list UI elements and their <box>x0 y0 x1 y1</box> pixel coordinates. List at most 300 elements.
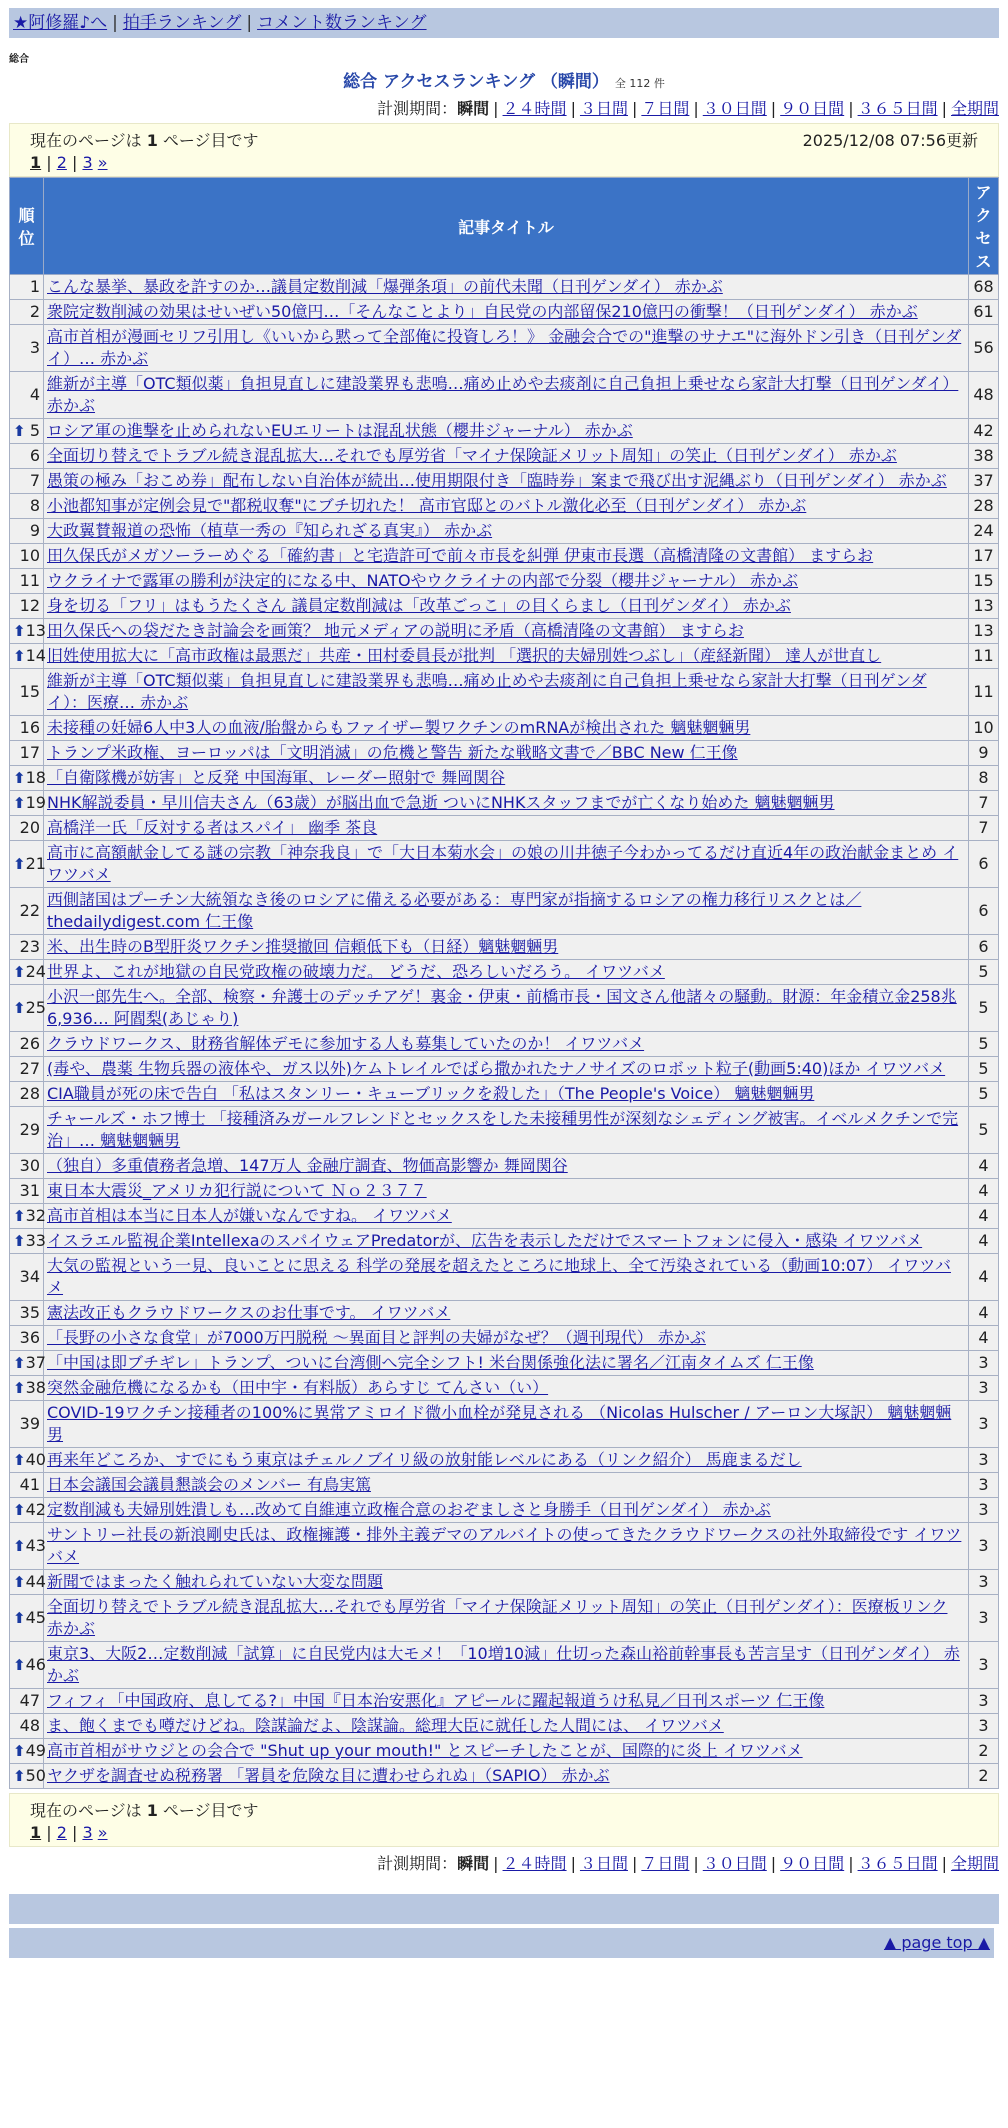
rank-number: 36 <box>19 1328 40 1347</box>
table-row <box>10 569 999 594</box>
article-link[interactable]: 身を切る「フリ」はもうたくさん 議員定数削減は「改革ごっこ」の目くらまし（日刊ゲンダイ） 赤かぶ <box>47 596 791 615</box>
access-count: 3 <box>969 1714 999 1739</box>
article-link[interactable]: フィフィ「中国政府、息してる?」中国『日本治安悪化』アピールに躍起報道うけ私見／日刊スポーツ 仁王像 <box>47 1691 825 1710</box>
period-label: 計測期間： <box>377 99 458 118</box>
rank-number: 25 <box>25 998 46 1017</box>
rank-number: 34 <box>19 1267 40 1286</box>
table-row <box>10 1376 999 1401</box>
access-count: 56 <box>969 325 999 372</box>
access-count: 3 <box>969 1570 999 1595</box>
up-arrow-icon: ⬆ <box>13 1354 26 1372</box>
article-link[interactable]: 日本会議国会議員懇談会のメンバー 有鳥実篤 <box>47 1475 371 1494</box>
rank-header: 順位 <box>10 178 44 275</box>
title-cell <box>44 1448 969 1473</box>
access-count: 4 <box>969 1154 999 1179</box>
article-link[interactable]: 東日本大震災_アメリカ犯行説について Ｎｏ２３７７ <box>47 1181 427 1200</box>
rank-cell <box>10 1154 44 1179</box>
rank-cell <box>10 1204 44 1229</box>
period-link[interactable]: ３日間 <box>579 1854 628 1873</box>
article-link[interactable]: 維新が主導「OTC類似薬」負担見直しに建設業界も悲鳴…痛め止めや去痰剤に自己負担上乗せなら家計大打撃（日刊ゲンダイ） 赤かぶ <box>47 374 959 415</box>
article-link[interactable]: 高市首相がサウジとの会合で "Shut up your mouth!" とスピーチしたことが、国際的に炎上 イワツバメ <box>47 1741 803 1760</box>
rank-cell <box>10 1523 44 1570</box>
title-cell <box>44 741 969 766</box>
access-count: 13 <box>969 594 999 619</box>
rank-number: 1 <box>29 277 40 296</box>
table-row <box>10 325 999 372</box>
page-status <box>30 1798 259 1821</box>
page-title <box>0 67 1008 92</box>
rank-number: 31 <box>19 1181 40 1200</box>
rank-number: 33 <box>25 1231 46 1250</box>
access-count: 3 <box>969 1523 999 1570</box>
article-link[interactable]: 田久保氏への袋だたき討論会を画策？ 地元メディアの説明に矛盾（高橋清隆の文書館） ますらお <box>47 621 744 640</box>
article-link[interactable]: CIA職員が死の床で告白 「私はスタンリー・キューブリックを殺した」（The People's Voice） 魑魅魍魎男 <box>47 1084 815 1103</box>
period-separator: | <box>570 1854 576 1873</box>
title-cell <box>44 816 969 841</box>
rank-cell <box>10 300 44 325</box>
period-separator: | <box>631 1854 638 1873</box>
period-link[interactable]: ３０日間 <box>702 1854 767 1873</box>
rank-number: 22 <box>19 901 40 920</box>
up-arrow-icon: ⬆ <box>13 769 26 787</box>
title-cell <box>44 1204 969 1229</box>
title-cell <box>44 1032 969 1057</box>
table-row <box>10 960 999 985</box>
period-selector <box>9 1851 999 1874</box>
title-cell <box>44 766 969 791</box>
article-link[interactable]: 小池都知事が定例会見で"都税収奪"にブチ切れた！ 高市官邸とのバトル激化必至（日刊ゲンダイ） 赤かぶ <box>47 496 807 515</box>
page-status-number: 1 <box>146 1801 158 1820</box>
article-link[interactable]: 世界よ、これが地獄の自民党政権の破壊力だ。 どうだ、恐ろしいだろう。 イワツバメ <box>47 962 665 981</box>
page-status <box>30 128 259 151</box>
rank-cell <box>10 960 44 985</box>
table-row <box>10 544 999 569</box>
table-row <box>10 1570 999 1595</box>
access-count: 3 <box>969 1498 999 1523</box>
rank-number: 17 <box>19 743 40 762</box>
next-page-link[interactable]: » <box>97 1823 108 1842</box>
rank-cell <box>10 1351 44 1376</box>
table-row <box>10 888 999 935</box>
table-row <box>10 1057 999 1082</box>
clap-ranking-link[interactable]: 拍手ランキング <box>122 13 242 33</box>
access-count: 7 <box>969 791 999 816</box>
rank-number: 13 <box>25 621 46 640</box>
rank-number: 40 <box>25 1450 46 1469</box>
total-count: 全 112 件 <box>614 77 665 90</box>
period-separator: | <box>631 99 638 118</box>
table-row <box>10 275 999 300</box>
access-header: アクセス <box>969 178 999 275</box>
period-current: 瞬間 <box>457 1854 490 1873</box>
rank-cell <box>10 1057 44 1082</box>
rank-number: 19 <box>25 793 46 812</box>
table-row <box>10 1301 999 1326</box>
title-cell <box>44 1107 969 1154</box>
title-cell <box>44 1154 969 1179</box>
table-row <box>10 300 999 325</box>
article-link[interactable]: 新聞ではまったく触れられていない大変な問題 <box>47 1572 384 1591</box>
title-cell <box>44 1642 969 1689</box>
title-cell <box>44 1498 969 1523</box>
rank-number: 6 <box>29 446 40 465</box>
page-current: 1 <box>30 1823 42 1842</box>
access-count: 5 <box>969 1057 999 1082</box>
rank-number: 15 <box>19 682 40 701</box>
article-link[interactable]: 「長野の小さな食堂」が7000万円脱税 ～異面目と評判の夫婦がなぜ？（週刊現代） 赤かぶ <box>47 1328 706 1347</box>
rank-cell <box>10 1401 44 1448</box>
article-link[interactable]: 突然金融危機になるかも（田中宇・有料版）あらすじ てんさい（い） <box>47 1378 549 1397</box>
article-link[interactable]: 高市に高額献金してる謎の宗教「神奈我良」で「大日本菊水会」の娘の川井徳子今わかってるだけ直近4年の政治献金まとめ イワツバメ <box>47 843 959 884</box>
up-arrow-icon: ⬆ <box>13 1537 26 1555</box>
rank-number: 9 <box>29 521 40 540</box>
access-count: 3 <box>969 1473 999 1498</box>
access-count: 3 <box>969 1642 999 1689</box>
rank-cell <box>10 669 44 716</box>
table-row <box>10 1401 999 1448</box>
period-separator: | <box>693 1854 699 1873</box>
access-count: 3 <box>969 1401 999 1448</box>
period-link[interactable]: ３６５日間 <box>857 1854 938 1873</box>
period-separator: | <box>493 99 499 118</box>
up-arrow-icon: ⬆ <box>13 1207 26 1225</box>
table-row <box>10 519 999 544</box>
up-arrow-icon: ⬆ <box>13 422 26 440</box>
title-cell <box>44 544 969 569</box>
rank-number: 7 <box>29 471 40 490</box>
period-link[interactable]: ７日間 <box>641 99 690 118</box>
article-link[interactable]: 維新が主導「OTC類似薬」負担見直しに建設業界も悲鳴…痛め止めや去痰剤に自己負担上乗せなら家計大打撃（日刊ゲンダイ）：医療… 赤かぶ <box>47 671 927 712</box>
top-nav <box>9 8 999 38</box>
rank-cell <box>10 1498 44 1523</box>
rank-number: 20 <box>19 818 40 837</box>
rank-cell <box>10 791 44 816</box>
article-link[interactable]: 高市首相は本当に日本人が嫌いなんですね。 イワツバメ <box>47 1206 452 1225</box>
up-arrow-icon: ⬆ <box>13 1656 26 1674</box>
period-link[interactable]: ９０日間 <box>780 1854 845 1873</box>
rank-number: 29 <box>19 1120 40 1139</box>
title-cell <box>44 469 969 494</box>
article-link[interactable]: 衆院定数削減の効果はせいぜい50億円…「そんなことより」自民党の内部留保210億円の衝撃！（日刊ゲンダイ） 赤かぶ <box>47 302 918 321</box>
title-cell <box>44 1326 969 1351</box>
rank-cell <box>10 494 44 519</box>
pager <box>9 1793 999 1847</box>
rank-cell <box>10 1764 44 1789</box>
rank-number: 49 <box>25 1741 46 1760</box>
article-link[interactable]: ロシア軍の進撃を止められないEUエリートは混乱状態（櫻井ジャーナル） 赤かぶ <box>47 421 633 440</box>
article-link[interactable]: NHK解説委員・早川信夫さん（63歳）が脳出血で急逝 ついにNHKスタッフまでが亡くなり始めた 魑魅魍魎男 <box>47 793 835 812</box>
article-link[interactable]: 小沢一郎先生へ。全部、検察・弁護士のデッチアゲ！裏金・伊東・前橋市長・国文さん他諸々の騒動。財源：年金積立金258兆6,936… 阿閻梨(あじゃり) <box>47 987 957 1028</box>
access-count: 68 <box>969 275 999 300</box>
article-link[interactable]: 全面切り替えでトラブル続き混乱拡大…それでも厚労省「マイナ保険証メリット周知」の笑止（日刊ゲンダイ）：医療板リンク 赤かぶ <box>47 1597 948 1638</box>
article-link[interactable]: (毒や、農薬 生物兵器の液体や、ガス以外)ケムトレイルでばら撒かれたナノサイズのロボット粒子(動画5:40)ほか イワツバメ <box>47 1059 946 1078</box>
up-arrow-icon: ⬆ <box>13 1742 26 1760</box>
title-cell <box>44 419 969 444</box>
period-separator: | <box>770 99 777 118</box>
page-status-suffix: ページ目です <box>162 1801 259 1820</box>
article-link[interactable]: 東京3、大阪2…定数削減「試算」に自民党内は大モメ！「10増10減」仕切った森山裕前幹事長も苦言呈す（日刊ゲンダイ） 赤かぶ <box>47 1644 960 1685</box>
article-link[interactable]: 田久保氏がメガソーラーめぐる「確約書」と宅造許可で前々市長を糾弾 伊東市長選（高橋清隆の文書館） ますらお <box>47 546 874 565</box>
rank-cell <box>10 816 44 841</box>
article-link[interactable]: こんな暴挙、暴政を許すのか…議員定数削減「爆弾条項」の前代未聞（日刊ゲンダイ） 赤かぶ <box>47 277 723 296</box>
access-count: 4 <box>969 1254 999 1301</box>
article-link[interactable]: 憲法改正もクラウドワークスのお仕事です。 イワツバメ <box>47 1303 451 1322</box>
rank-number: 21 <box>25 854 46 873</box>
table-row <box>10 741 999 766</box>
access-count: 8 <box>969 766 999 791</box>
page-link[interactable]: 3 <box>82 153 93 172</box>
rank-cell <box>10 935 44 960</box>
rank-number: 5 <box>29 421 40 440</box>
period-separator: | <box>848 1854 854 1873</box>
period-link[interactable]: ３０日間 <box>702 99 767 118</box>
rank-cell <box>10 1301 44 1326</box>
title-cell <box>44 1082 969 1107</box>
rank-number: 44 <box>25 1572 46 1591</box>
rank-cell <box>10 888 44 935</box>
article-link[interactable]: （独自）多重債務者急増、147万人 金融庁調査、物価高影響か 舞岡関谷 <box>47 1156 568 1175</box>
rank-number: 38 <box>25 1378 46 1397</box>
rank-cell <box>10 716 44 741</box>
rank-cell <box>10 594 44 619</box>
title-cell <box>44 1570 969 1595</box>
title-cell <box>44 1376 969 1401</box>
table-row <box>10 1351 999 1376</box>
pager <box>9 123 999 177</box>
title-cell <box>44 1714 969 1739</box>
rank-number: 10 <box>19 546 40 565</box>
article-link[interactable]: 定数削減も夫婦別姓潰しも…改めて自維連立政権合意のおぞましさと身勝手（日刊ゲンダイ） 赤かぶ <box>47 1500 771 1519</box>
title-cell <box>44 1057 969 1082</box>
rank-number: 12 <box>19 596 40 615</box>
table-row <box>10 469 999 494</box>
table-row <box>10 766 999 791</box>
access-count: 38 <box>969 444 999 469</box>
rank-number: 28 <box>19 1084 40 1103</box>
rank-cell <box>10 569 44 594</box>
rank-number: 41 <box>19 1475 40 1494</box>
rank-number: 2 <box>29 302 40 321</box>
up-arrow-icon: ⬆ <box>13 1379 26 1397</box>
access-count: 6 <box>969 888 999 935</box>
title-cell <box>44 1595 969 1642</box>
article-link[interactable]: COVID-19ワクチン接種者の100%に異常アミロイド微小血栓が発見される （Nicolas Hulscher / アーロン大塚訳） 魑魅魍魎男 <box>47 1403 952 1444</box>
table-row <box>10 1179 999 1204</box>
article-link[interactable]: ヤクザを調査せぬ税務署 「署員を危険な目に遭わせられぬ」（SAPIO） 赤かぶ <box>47 1766 610 1785</box>
page-link[interactable]: 2 <box>56 153 67 172</box>
article-link[interactable]: ま、飽くまでも噂だけどね。陰謀論だよ、陰謀論。総理大臣に就任した人間には、 イワツバメ <box>47 1716 724 1735</box>
rank-cell <box>10 1229 44 1254</box>
access-count: 5 <box>969 1107 999 1154</box>
up-arrow-icon: ⬆ <box>13 1232 26 1250</box>
table-row <box>10 669 999 716</box>
article-link[interactable]: 全面切り替えでトラブル続き混乱拡大…それでも厚労省「マイナ保険証メリット周知」の笑止（日刊ゲンダイ） 赤かぶ <box>47 446 897 465</box>
article-link[interactable]: クラウドワークス、財務省解体デモに参加する人も募集していたのか！ イワツバメ <box>47 1034 645 1053</box>
table-row <box>10 1082 999 1107</box>
access-count: 24 <box>969 519 999 544</box>
table-row <box>10 1764 999 1789</box>
table-row <box>10 1032 999 1057</box>
period-link[interactable]: ９０日間 <box>780 99 845 118</box>
footer-bar <box>9 1894 999 1924</box>
access-count: 3 <box>969 1689 999 1714</box>
rank-cell <box>10 419 44 444</box>
up-arrow-icon: ⬆ <box>13 794 26 812</box>
rank-number: 47 <box>19 1691 40 1710</box>
rank-number: 45 <box>25 1608 46 1627</box>
access-count: 3 <box>969 1448 999 1473</box>
access-count: 42 <box>969 419 999 444</box>
article-link[interactable]: トランプ米政権、ヨーロッパは「文明消滅」の危機と警告 新たな戦略文書で／BBC New 仁王像 <box>47 743 738 762</box>
title-cell <box>44 444 969 469</box>
article-link[interactable]: 愚策の極み「おこめ券」配布しない自治体が続出…使用期限付き「臨時券」案まで飛び出す泥縄ぶり（日刊ゲンダイ） 赤かぶ <box>47 471 947 490</box>
comment-ranking-link[interactable]: コメント数ランキング <box>257 13 427 33</box>
table-row <box>10 1326 999 1351</box>
article-link[interactable]: 米、出生時のB型肝炎ワクチン推奨撤回 信頼低下も（日経）魑魅魍魎男 <box>47 937 559 956</box>
period-selector <box>9 96 999 119</box>
rank-cell <box>10 1570 44 1595</box>
rank-number: 48 <box>19 1716 40 1735</box>
rank-number: 46 <box>25 1655 46 1674</box>
page-status-prefix: 現在のページは <box>30 1801 142 1820</box>
article-link[interactable]: 西側諸国はプーチン大統領なき後のロシアに備える必要がある：専門家が指摘するロシアの権力移行リスクとは／thedailydigest.com 仁王像 <box>47 890 862 931</box>
up-arrow-icon: ⬆ <box>13 1501 26 1519</box>
access-count: 17 <box>969 544 999 569</box>
access-count: 4 <box>969 1204 999 1229</box>
period-label: 計測期間： <box>377 1854 458 1873</box>
article-link[interactable]: 再来年どころか、すでにもう東京はチェルノブイリ級の放射能レベルにある（リンク紹介） 馬鹿まるだし <box>47 1450 802 1469</box>
table-row <box>10 644 999 669</box>
table-row <box>10 1739 999 1764</box>
article-link[interactable]: ウクライナで露軍の勝利が決定的になる中、NATOやウクライナの内部で分裂（櫻井ジャーナル） 赤かぶ <box>47 571 799 590</box>
title-cell <box>44 1179 969 1204</box>
rank-cell <box>10 766 44 791</box>
period-separator: | <box>693 99 699 118</box>
rank-number: 23 <box>19 937 40 956</box>
table-row <box>10 1448 999 1473</box>
period-separator: | <box>941 99 947 118</box>
table-row <box>10 1107 999 1154</box>
rank-cell <box>10 1032 44 1057</box>
table-row <box>10 1689 999 1714</box>
page-top-link[interactable]: ▲ page top ▲ <box>883 1933 990 1952</box>
up-arrow-icon: ⬆ <box>13 647 26 665</box>
period-link[interactable]: ２４時間 <box>502 1854 567 1873</box>
rank-number: 43 <box>25 1536 46 1555</box>
access-count: 5 <box>969 960 999 985</box>
article-link[interactable]: チャールズ・ホフ博士 「接種済みガールフレンドとセックスをした未接種男性が深刻なシェディング被害。イベルメクチンで完治」… 魑魅魍魎男 <box>47 1109 959 1150</box>
access-count: 4 <box>969 1326 999 1351</box>
period-link[interactable]: 全期間 <box>950 1854 999 1873</box>
access-count: 15 <box>969 569 999 594</box>
category-label: 総合 <box>9 54 29 65</box>
access-count: 61 <box>969 300 999 325</box>
title-cell <box>44 619 969 644</box>
page-status-prefix: 現在のページは <box>30 131 142 150</box>
article-link[interactable]: 「中国は即ブチギレ」トランプ、ついに台湾側へ完全シフト! 米台関係強化法に署名／江南タイムズ 仁王像 <box>47 1353 814 1372</box>
access-count: 11 <box>969 644 999 669</box>
table-row <box>10 1473 999 1498</box>
access-count: 3 <box>969 1351 999 1376</box>
period-link[interactable]: ３日間 <box>579 99 628 118</box>
rank-number: 35 <box>19 1303 40 1322</box>
title-cell <box>44 1301 969 1326</box>
rank-number: 18 <box>25 768 46 787</box>
rank-number: 30 <box>19 1156 40 1175</box>
rank-cell <box>10 1739 44 1764</box>
article-link[interactable]: 高橋洋一氏「反対する者はスパイ」 幽季 茶良 <box>47 818 378 837</box>
title-cell <box>44 275 969 300</box>
access-count: 37 <box>969 469 999 494</box>
page-links: 1 | 2 | 3 » <box>30 153 108 172</box>
period-link[interactable]: ２４時間 <box>502 99 567 118</box>
rank-cell <box>10 1473 44 1498</box>
page-link[interactable]: 2 <box>56 1823 67 1842</box>
rank-cell <box>10 325 44 372</box>
title-cell <box>44 1689 969 1714</box>
table-row <box>10 1498 999 1523</box>
access-count: 7 <box>969 816 999 841</box>
access-count: 5 <box>969 1032 999 1057</box>
period-link[interactable]: ７日間 <box>641 1854 690 1873</box>
access-count: 4 <box>969 1229 999 1254</box>
period-link[interactable]: 全期間 <box>950 99 999 118</box>
article-link[interactable]: 未接種の妊婦6人中3人の血液/胎盤からもファイザー製ワクチンのmRNAが検出された 魑魅魍魎男 <box>47 718 751 737</box>
rank-number: 24 <box>25 962 46 981</box>
access-count: 5 <box>969 985 999 1032</box>
access-count: 3 <box>969 1595 999 1642</box>
rank-cell <box>10 1595 44 1642</box>
rank-number: 32 <box>25 1206 46 1225</box>
title-cell <box>44 888 969 935</box>
article-link[interactable]: 大気の監視という一見、良いことに思える 科学の発展を超えたところに地球上、全て汚染されている（動画10:07） イワツバメ <box>47 1256 951 1297</box>
article-link[interactable]: イスラエル監視企業IntellexaのスパイウェアPredatorが、広告を表示しただけでスマートフォンに侵入・感染 イワツバメ <box>47 1231 923 1250</box>
up-arrow-icon: ⬆ <box>13 999 26 1017</box>
access-count: 10 <box>969 716 999 741</box>
page-link[interactable]: 3 <box>82 1823 93 1842</box>
rank-number: 42 <box>25 1500 46 1519</box>
next-page-link[interactable]: » <box>97 153 108 172</box>
table-row <box>10 1204 999 1229</box>
period-separator: | <box>570 99 576 118</box>
access-count: 9 <box>969 741 999 766</box>
period-separator: | <box>770 1854 777 1873</box>
table-row <box>10 372 999 419</box>
up-arrow-icon: ⬆ <box>13 855 26 873</box>
ranking-table <box>9 177 999 1789</box>
rank-cell <box>10 741 44 766</box>
table-row <box>10 1254 999 1301</box>
period-current: 瞬間 <box>457 99 490 118</box>
period-link[interactable]: ３６５日間 <box>857 99 938 118</box>
home-link[interactable]: ★阿修羅♪へ <box>13 13 108 33</box>
title-cell <box>44 841 969 888</box>
article-link[interactable]: サントリー社長の新浪剛史氏は、政権擁護・排外主義デマのアルバイトの使ってきたクラウドワークスの社外取締役です イワツバメ <box>47 1525 962 1566</box>
article-link[interactable]: 旧姓使用拡大に「高市政権は最悪だ」共産・田村委員長が批判 「選択的夫婦別姓つぶし」（産経新聞） 達人が世直し <box>47 646 882 665</box>
table-row <box>10 594 999 619</box>
up-arrow-icon: ⬆ <box>13 1767 26 1785</box>
article-link[interactable]: 高市首相が漫画セリフ引用し《いいから黙って全部俺に投資しろ！》 金融会合での"進撃のサナエ"に海外ドン引き（日刊ゲンダイ）… 赤かぶ <box>47 327 962 368</box>
table-row <box>10 1154 999 1179</box>
title-cell <box>44 1254 969 1301</box>
article-link[interactable]: 「自衛隊機が妨害」と反発 中国海軍、レーダー照射で 舞岡関谷 <box>47 768 506 787</box>
rank-number: 8 <box>29 496 40 515</box>
title-cell <box>44 960 969 985</box>
page-status-number: 1 <box>146 131 158 150</box>
article-link[interactable]: 大政翼賛報道の恐怖（植草一秀の『知られざる真実』） 赤かぶ <box>47 521 493 540</box>
rank-number: 50 <box>25 1766 46 1785</box>
table-row <box>10 1229 999 1254</box>
